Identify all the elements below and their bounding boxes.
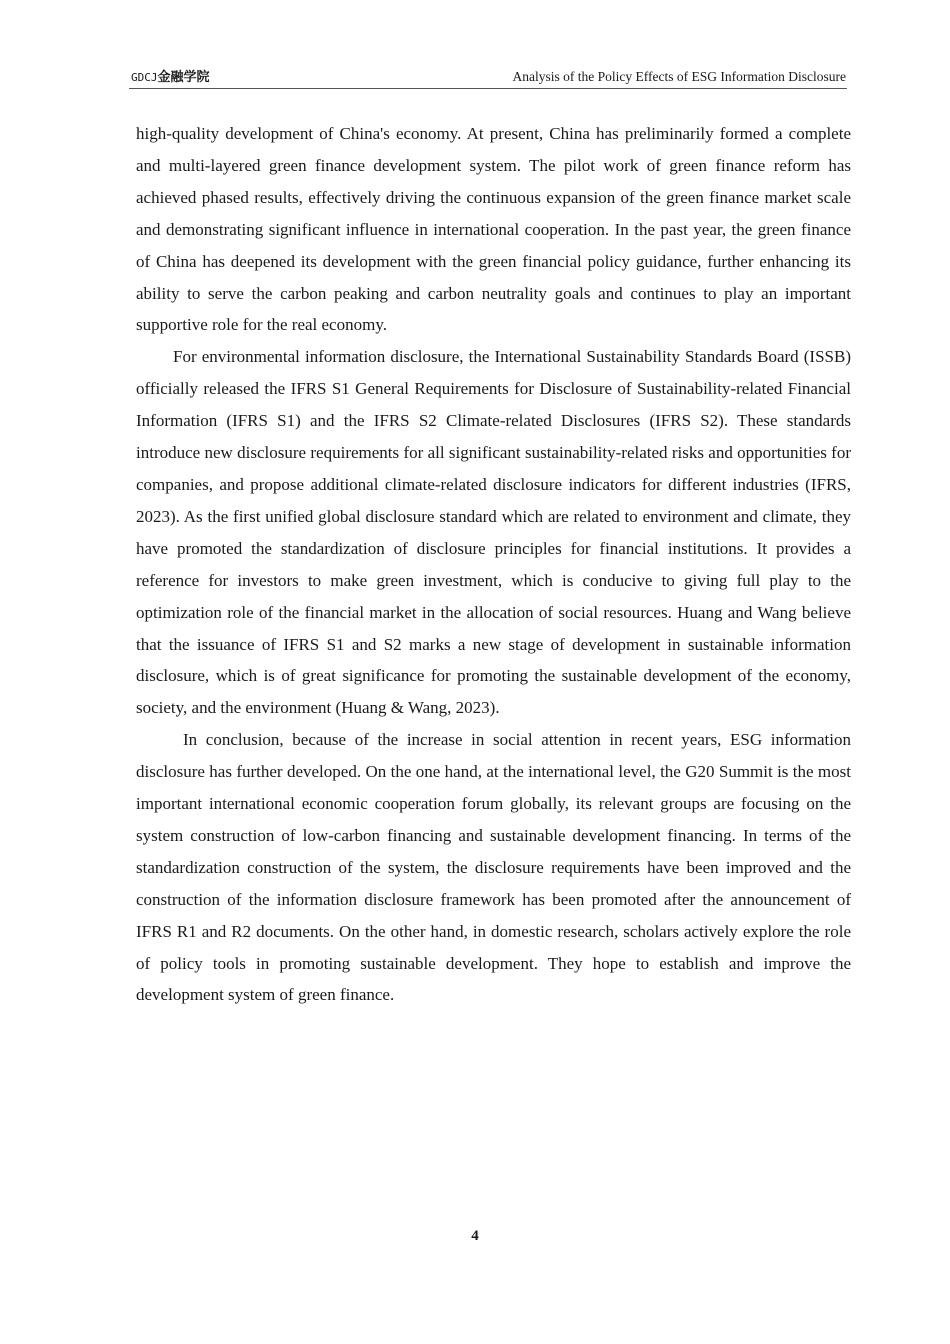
page-number: 4 xyxy=(471,1228,479,1244)
paragraph-2: For environmental information disclosure, the International Sustainability Standards Board (ISSB) officially released the IFRS S1 General Requirements for Disclosure of Sustainability-related Financial Information (IFRS S1) and the IFRS S2 Climate-related Disclosures (IFRS S2). These standards introduce new disclosure requirements for all significant sustainability-related risks and opportunities for companies, and propose additional climate-related disclosure indicators for different industries (IFRS, 2023). As the first unified global disclosure standard which are related to environment and climate, they have promoted the standardization of disclosure principles for financial institutions. It provides a reference for investors to make green investment, which is conducive to giving full play to the optimization role of the financial market in the allocation of social resources. Huang and Wang believe that the issuance of IFRS S1 and S2 marks a new stage of development in sustainable information disclosure, which is of great significance for promoting the sustainable development of the economy, society, and the environment (Huang & Wang, 2023). xyxy=(136,347,851,718)
header-paper-title: Analysis of the Policy Effects of ESG Information Disclosure xyxy=(512,69,846,84)
header-institution xyxy=(131,68,210,87)
paragraph-3: In conclusion, because of the increase in social attention in recent years, ESG information disclosure has further developed. On the one hand, at the international level, the G20 Summit is the most important international economic cooperation forum globally, its relevant groups are focusing on the system construction of low-carbon financing and sustainable development financing. In terms of the standardization construction of the system, the disclosure requirements have been improved and the construction of the information disclosure framework has been promoted after the announcement of IFRS R1 and R2 documents. On the other hand, in domestic research, scholars actively explore the role of policy tools in promoting sustainable development. They hope to establish and improve the development system of green finance. xyxy=(136,730,851,1005)
header-institution-name: 金融学院 xyxy=(157,70,210,85)
body-text xyxy=(136,118,851,1011)
running-header xyxy=(129,66,847,89)
header-institution-code: GDCJ xyxy=(131,71,158,84)
paragraph-1: high-quality development of China's economy. At present, China has preliminarily formed a complete and multi-layered green finance development system. The pilot work of green finance reform has achieved phased results, effectively driving the continuous expansion of the green finance market scale and demonstrating significant influence in international cooperation. In the past year, the green finance of China has deepened its development with the green financial policy guidance, further enhancing its ability to serve the carbon peaking and carbon neutrality goals and continues to play an important supportive role for the real economy. xyxy=(136,124,851,335)
